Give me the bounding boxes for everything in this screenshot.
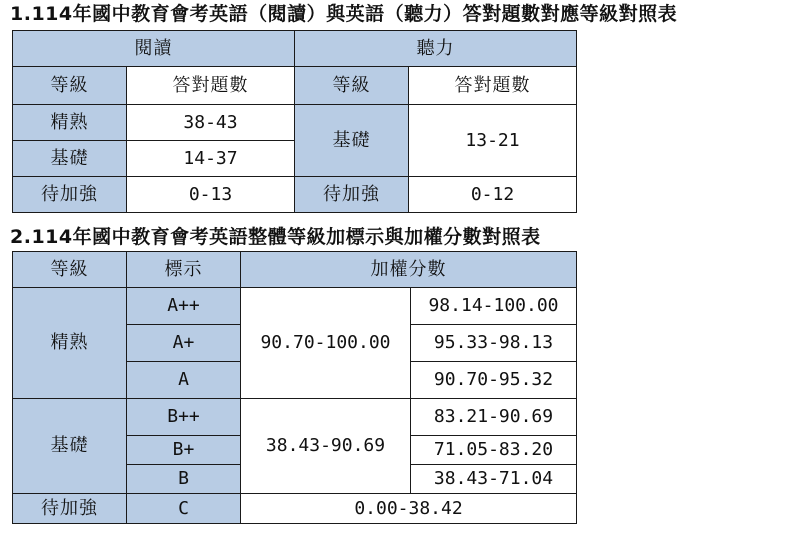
listening-level-cell: 待加強 <box>295 177 409 213</box>
reading-level-cell: 待加強 <box>13 177 127 213</box>
score-cell: 71.05-83.20 <box>411 436 577 465</box>
mark-col-header: 標示 <box>127 252 241 288</box>
listening-correct-col-header: 答對題數 <box>409 67 577 105</box>
score-cell: 98.14-100.00 <box>411 288 577 325</box>
overall-score-cell: 90.70-100.00 <box>241 288 411 399</box>
reading-level-col-header: 等級 <box>13 67 127 105</box>
mark-cell: A <box>127 362 241 399</box>
reading-listening-level-table <box>12 30 577 213</box>
score-cell: 90.70-95.32 <box>411 362 577 399</box>
section1-title: 1.114年國中教育會考英語（閱讀）與英語（聽力）答對題數對應等級對照表 <box>10 3 678 25</box>
overall-score-cell: 38.43-90.69 <box>241 399 411 494</box>
reading-range-cell: 0-13 <box>127 177 295 213</box>
mark-cell: B <box>127 465 241 494</box>
reading-correct-col-header: 答對題數 <box>127 67 295 105</box>
reading-level-cell: 精熟 <box>13 105 127 141</box>
weighted-score-col-header: 加權分數 <box>241 252 577 288</box>
listening-level-cell: 基礎 <box>295 105 409 177</box>
level-cell: 待加強 <box>13 494 127 524</box>
section2-title: 2.114年國中教育會考英語整體等級加標示與加權分數對照表 <box>10 226 541 248</box>
reading-range-cell: 38-43 <box>127 105 295 141</box>
listening-range-cell: 13-21 <box>409 105 577 177</box>
listening-level-col-header: 等級 <box>295 67 409 105</box>
listening-header: 聽力 <box>295 31 577 67</box>
reading-header: 閱讀 <box>13 31 295 67</box>
mark-cell: A+ <box>127 325 241 362</box>
overall-level-weighted-score-table <box>12 251 577 524</box>
reading-range-cell: 14-37 <box>127 141 295 177</box>
score-cell: 95.33-98.13 <box>411 325 577 362</box>
score-cell: 38.43-71.04 <box>411 465 577 494</box>
level-cell: 精熟 <box>13 288 127 399</box>
mark-cell: A++ <box>127 288 241 325</box>
score-cell: 83.21-90.69 <box>411 399 577 436</box>
listening-range-cell: 0-12 <box>409 177 577 213</box>
mark-cell: B+ <box>127 436 241 465</box>
score-cell: 0.00-38.42 <box>241 494 577 524</box>
level-cell: 基礎 <box>13 399 127 494</box>
level-col-header: 等級 <box>13 252 127 288</box>
mark-cell: B++ <box>127 399 241 436</box>
reading-level-cell: 基礎 <box>13 141 127 177</box>
mark-cell: C <box>127 494 241 524</box>
